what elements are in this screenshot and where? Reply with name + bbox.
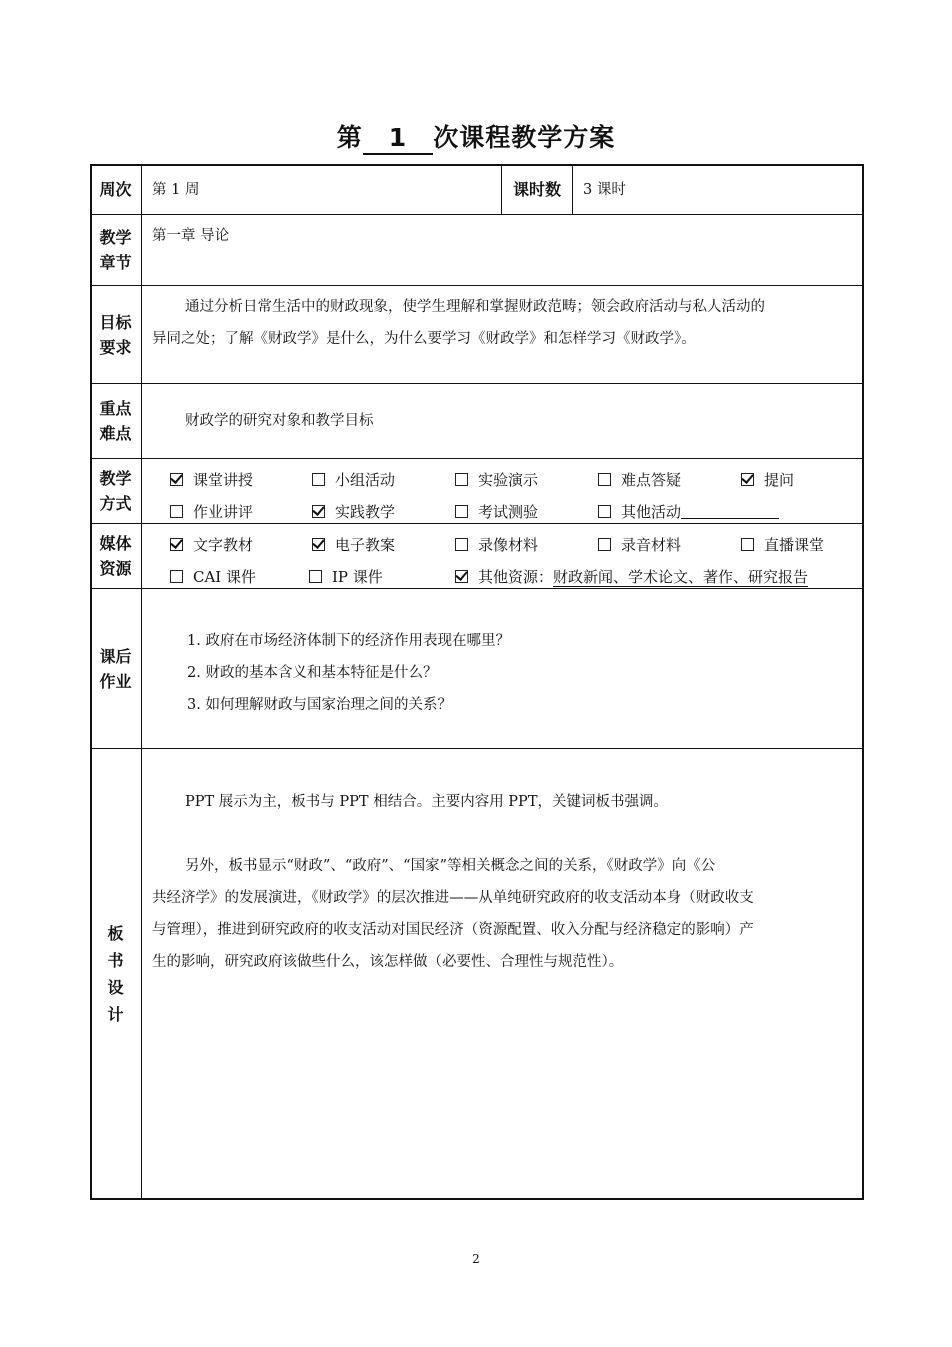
board-design-line[interactable]: 共经济学》的发展演进，《财政学》的层次推进——从单纯研究政府的收支活动本身（财政收支 xyxy=(152,890,754,906)
hours-label: 课时数 xyxy=(512,180,561,199)
board-design-label-char: 计 xyxy=(107,1004,124,1024)
method-option[interactable] xyxy=(741,469,794,490)
hours-value-divider xyxy=(572,164,573,215)
media-option[interactable] xyxy=(170,534,253,555)
homework-item[interactable]: 1. 政府在市场经济体制下的经济作用表现在哪里？ xyxy=(187,633,510,649)
homework-item[interactable]: 3. 如何理解财政与国家治理之间的关系？ xyxy=(187,697,452,713)
key-points-label-line-2: 难点 xyxy=(99,424,132,443)
media-checkbox[interactable] xyxy=(170,538,183,551)
method-checkbox[interactable] xyxy=(312,505,325,518)
media-option-label: 直播课堂 xyxy=(764,536,825,554)
board-design-line[interactable]: 另外，板书显示“财政”、“政府”、“国家”等相关概念之间的关系，《财政学》向《公 xyxy=(185,858,716,874)
table-border-right xyxy=(862,164,864,1200)
row-divider xyxy=(90,383,864,384)
method-option[interactable] xyxy=(598,469,681,490)
row-divider xyxy=(90,285,864,286)
table-border-bottom xyxy=(90,1198,864,1200)
hours-value[interactable]: 3 课时 xyxy=(583,182,626,198)
row-divider xyxy=(90,748,864,749)
chapter-label xyxy=(90,215,141,285)
media-option-label: 录音材料 xyxy=(621,536,682,554)
objectives-line-2[interactable]: 异同之处；了解《财政学》是什么，为什么要学习《财政学》和怎样学习《财政学》。 xyxy=(152,331,696,347)
method-option[interactable] xyxy=(598,501,779,522)
board-design-paragraph-1[interactable]: PPT 展示为主，板书与 PPT 相结合。主要内容用 PPT，关键词板书强调。 xyxy=(185,794,668,810)
media-option-label: CAI 课件 xyxy=(193,568,257,586)
homework-label-line-1: 课后 xyxy=(99,646,132,666)
chapter-label-line-1: 教学 xyxy=(99,228,132,247)
week-value[interactable]: 第 1 周 xyxy=(152,182,200,198)
method-checkbox[interactable] xyxy=(170,505,183,518)
media-checkbox[interactable] xyxy=(309,570,322,583)
chapter-value[interactable]: 第一章 导论 xyxy=(152,228,230,244)
homework-label xyxy=(90,589,141,748)
media-option[interactable] xyxy=(309,566,383,587)
media-checkbox[interactable] xyxy=(312,538,325,551)
method-option[interactable] xyxy=(170,501,253,522)
homework-label-line-2: 作业 xyxy=(99,671,132,691)
method-option-label: 其他活动 xyxy=(621,503,682,521)
teaching-methods-label-line-2: 方式 xyxy=(99,494,132,513)
board-design-label xyxy=(90,749,141,1198)
objectives-label xyxy=(90,286,141,383)
method-option-label: 难点答疑 xyxy=(621,471,682,489)
page-number: 2 xyxy=(472,1252,480,1266)
method-checkbox[interactable] xyxy=(170,473,183,486)
method-option-label: 作业讲评 xyxy=(193,503,254,521)
method-checkbox[interactable] xyxy=(598,473,611,486)
title-suffix: 次课程教学方案 xyxy=(433,123,616,152)
method-checkbox[interactable] xyxy=(598,505,611,518)
method-option-label: 课堂讲授 xyxy=(193,471,254,489)
method-option[interactable] xyxy=(170,469,253,490)
media-option-label: 录像材料 xyxy=(478,536,539,554)
media-checkbox[interactable] xyxy=(598,538,611,551)
media-label-line-2: 资源 xyxy=(99,559,132,578)
board-design-line[interactable]: 生的影响，研究政府该做些什么，该怎样做（必要性、合理性与规范性）。 xyxy=(152,954,624,970)
media-option[interactable] xyxy=(455,566,808,587)
row-divider xyxy=(90,458,864,459)
media-checkbox[interactable] xyxy=(455,538,468,551)
method-option-label: 实验演示 xyxy=(478,471,539,489)
method-checkbox[interactable] xyxy=(455,505,468,518)
teaching-methods-label-line-1: 教学 xyxy=(99,469,132,488)
method-checkbox[interactable] xyxy=(455,473,468,486)
media-option-label: 文字教材 xyxy=(193,536,254,554)
row-divider xyxy=(90,214,864,215)
method-option[interactable] xyxy=(455,469,538,490)
teaching-methods-label xyxy=(90,459,141,523)
method-option-label: 实践教学 xyxy=(335,503,396,521)
media-option[interactable] xyxy=(455,534,538,555)
objectives-line-1[interactable]: 通过分析日常生活中的财政现象，使学生理解和掌握财政范畴；领会政府活动与私人活动的 xyxy=(185,299,765,315)
method-checkbox[interactable] xyxy=(312,473,325,486)
media-checkbox[interactable] xyxy=(741,538,754,551)
label-column-divider xyxy=(141,164,142,1200)
media-option[interactable] xyxy=(598,534,681,555)
media-option-label: 其他资源： xyxy=(478,568,554,586)
media-option[interactable] xyxy=(170,566,256,587)
table-border-top xyxy=(90,164,864,166)
media-checkbox[interactable] xyxy=(455,570,468,583)
row-divider xyxy=(90,523,864,524)
board-design-line[interactable]: 与管理），推进到研究政府的收支活动对国民经济（资源配置、收入分配与经济稳定的影响）产 xyxy=(152,922,754,938)
objectives-label-line-2: 要求 xyxy=(99,337,132,357)
week-label: 周次 xyxy=(99,180,132,199)
media-option[interactable] xyxy=(741,534,824,555)
media-option[interactable] xyxy=(312,534,395,555)
homework-item[interactable]: 2. 财政的基本含义和基本特征是什么？ xyxy=(187,665,438,681)
page-title xyxy=(0,118,952,155)
title-prefix: 第 xyxy=(336,123,363,152)
key-points-label xyxy=(90,384,141,458)
key-points-value[interactable]: 财政学的研究对象和教学目标 xyxy=(185,413,374,429)
row-divider xyxy=(90,588,864,589)
board-design-label-char: 板 xyxy=(107,923,124,943)
method-checkbox[interactable] xyxy=(741,473,754,486)
other-resources-value[interactable]: 财政新闻、学术论文、著作、研究报告 xyxy=(553,568,809,586)
method-option-label: 考试测验 xyxy=(478,503,539,521)
method-option[interactable] xyxy=(312,501,395,522)
board-design-label-char: 设 xyxy=(107,977,124,997)
media-checkbox[interactable] xyxy=(170,570,183,583)
chapter-label-line-2: 章节 xyxy=(99,253,132,272)
board-design-label-char: 书 xyxy=(107,950,124,970)
media-option-label: IP 课件 xyxy=(332,568,383,586)
method-option-label: 提问 xyxy=(764,471,795,489)
objectives-label-line-1: 目标 xyxy=(99,312,132,332)
key-points-label-line-1: 重点 xyxy=(99,399,132,418)
method-option[interactable] xyxy=(455,501,538,522)
media-label-line-1: 媒体 xyxy=(99,534,132,553)
media-label xyxy=(90,524,141,588)
lesson-number[interactable]: 1 xyxy=(363,124,433,155)
lesson-plan-table xyxy=(90,164,864,1200)
method-option-label: 小组活动 xyxy=(335,471,396,489)
media-option-label: 电子教案 xyxy=(335,536,396,554)
other-activity-blank[interactable] xyxy=(681,503,779,519)
method-option[interactable] xyxy=(312,469,395,490)
